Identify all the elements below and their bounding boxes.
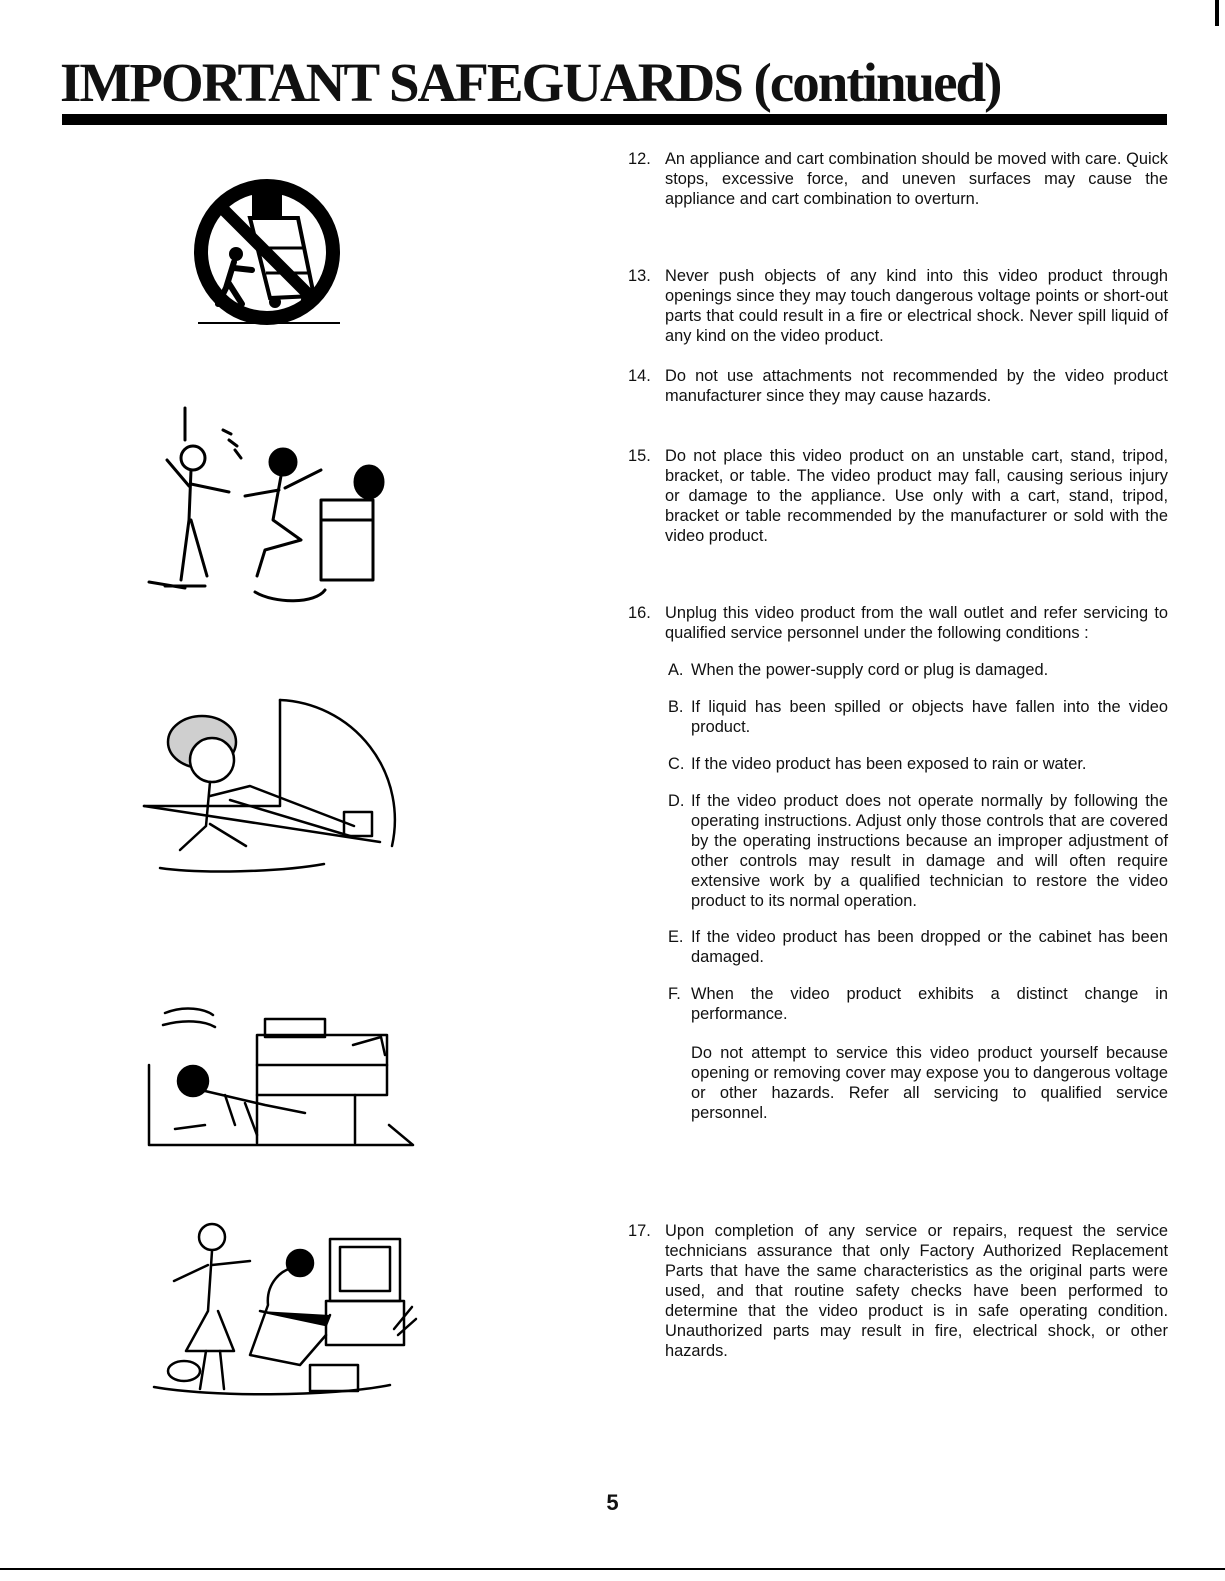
technician-servicing-tv-cartoon [150, 1215, 420, 1400]
condition-letter: E. [668, 928, 684, 946]
item-text: Never push objects of any kind into this video product through openings since they may touch dangerous voltage points or short-out parts that could result in a fire or electrical shock. Never spill liquid of any kind on the video product. [665, 267, 1168, 345]
condition-text: If the video product does not operate normally by following the operating instructions. Adjust only those controls that are covered by the operating instructions because an improper adjustment of other controls may result in damage and will often require extensive work by a qualified technician to restore the video product to its normal operation. [691, 792, 1168, 910]
service-note: Do not attempt to service this video product yourself because opening or removing cover may expose you to dangerous voltage or other hazards. Refer all servicing to qualified service personnel. [691, 1044, 1168, 1122]
item-text: Do not place this video product on an unstable cart, stand, tripod, bracket, or table. The video product may fall, causing serious injury or damage to the appliance. Use only with a cart, stand, tripod, bracket or table recommended by the manufacturer or sold with the video product. [665, 447, 1168, 545]
item-text: An appliance and cart combination should be moved with care. Quick stops, excessive force, and uneven surfaces may cause the appliance and cart combination to overturn. [665, 150, 1168, 208]
child-tripping-over-cord-cartoon [140, 696, 400, 886]
bottom-rule [0, 1568, 1225, 1570]
condition-letter: F. [668, 985, 681, 1003]
page-number: 5 [606, 1490, 619, 1515]
item-text: Upon completion of any service or repairs, request the service technicians assurance that only Factory Authorized Replacement Parts that have the same characteristics as the original parts were used, and that routine safety checks have been performed to determine that the video product is in safe operating condition. Unauthorized parts may result in fire, electrical shock, or other hazards. [665, 1222, 1168, 1360]
item-number: 14. [628, 367, 651, 385]
condition-text: If liquid has been spilled or objects have fallen into the video product. [691, 698, 1168, 736]
title-rule [62, 114, 1167, 125]
edge-mark [1215, 0, 1219, 26]
condition-letter: A. [668, 661, 684, 679]
condition-letter: C. [668, 755, 685, 773]
couple-dancing-near-tv-cartoon [145, 400, 395, 610]
condition-text: If the video product has been dropped or the cabinet has been damaged. [691, 928, 1168, 966]
item-number: 12. [628, 150, 651, 168]
condition-letter: B. [668, 698, 684, 716]
condition-text: When the video product exhibits a distinct change in performance. [691, 985, 1168, 1023]
condition-text: When the power-supply cord or plug is damaged. [691, 661, 1049, 679]
item-text: Do not use attachments not recommended by the video product manufacturer since they may cause hazards. [665, 367, 1168, 405]
item-number: 16. [628, 604, 651, 622]
condition-text: If the video product has been exposed to rain or water. [691, 755, 1087, 773]
item-number: 13. [628, 267, 651, 285]
item-number: 17. [628, 1222, 651, 1240]
page-title: IMPORTANT SAFEGUARDS (continued) [60, 52, 1001, 113]
condition-letter: D. [668, 792, 685, 810]
item-number: 15. [628, 447, 651, 465]
person-fallen-under-table-cartoon [145, 995, 415, 1155]
cart-tipover-warning-icon [190, 178, 345, 330]
item-text: Unplug this video product from the wall outlet and refer servicing to qualified service personnel under the following conditions : [665, 604, 1168, 642]
